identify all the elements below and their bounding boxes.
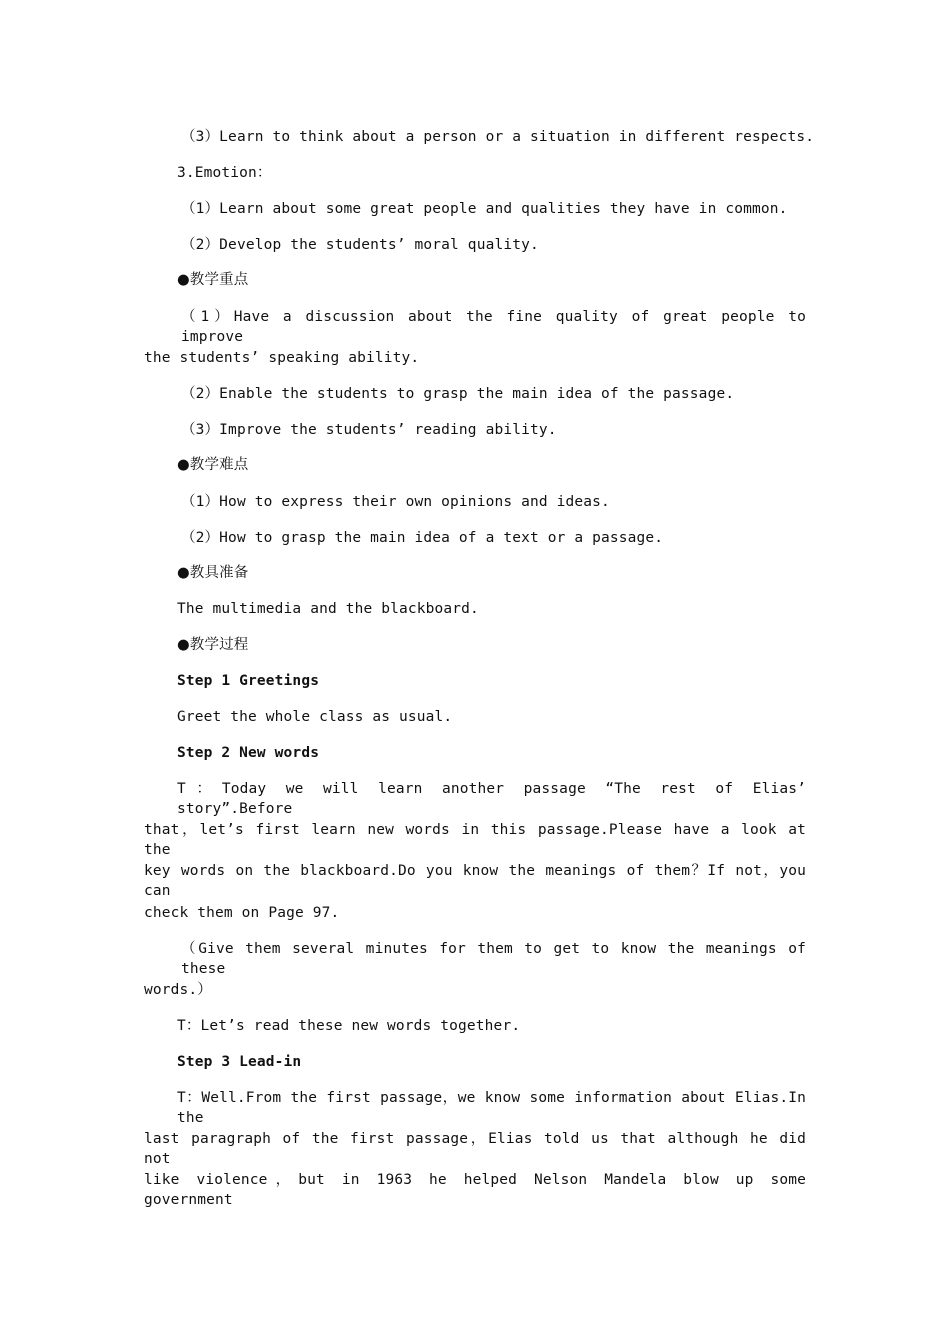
key-point-1-line-1: （1）Have a discussion about the fine quality of great people to improve (181, 309, 806, 345)
teaching-aids-text: The multimedia and the blackboard. (177, 601, 479, 617)
difficulty-1: （1）How to express their own opinions and ideas. (181, 494, 610, 510)
key-point-3: （3）Improve the students’ reading ability. (181, 422, 557, 438)
step-3-para-line-2: last paragraph of the first passage，Elias told us that although he did not (144, 1131, 806, 1167)
step-2-note-line-1: （Give them several minutes for them to get to know the meanings of these (181, 941, 806, 977)
key-point-2: （2）Enable the students to grasp the main idea of the passage. (181, 386, 735, 402)
step-2-read-together: T：Let’s read these new words together. (177, 1018, 521, 1034)
key-point-1-line-2: the students’ speaking ability. (144, 350, 420, 366)
section-heading-teaching-aids: ●教具准备 (177, 565, 249, 581)
step-1-heading: Step 1 Greetings (177, 673, 320, 689)
step-2-para-line-4: check them on Page 97. (144, 905, 340, 921)
section-heading-difficulties: ●教学难点 (177, 457, 249, 473)
emotion-heading: 3.Emotion： (177, 165, 272, 181)
step-2-heading: Step 2 New words (177, 745, 320, 761)
step-2-para-line-1: T：Today we will learn another passage “The rest of Elias’ story”.Before (177, 781, 806, 817)
section-heading-procedure: ●教学过程 (177, 637, 249, 653)
step-1-text: Greet the whole class as usual. (177, 709, 453, 725)
step-3-para-line-1: T：Well.From the first passage，we know some information about Elias.In the (177, 1090, 806, 1126)
difficulty-2: （2）How to grasp the main idea of a text or a passage. (181, 530, 664, 546)
section-heading-key-points: ●教学重点 (177, 272, 249, 288)
objective-3: （3）Learn to think about a person or a situation in different respects. (181, 129, 815, 145)
emotion-item-1: （1）Learn about some great people and qualities they have in common. (181, 201, 788, 217)
step-2-para-line-3: key words on the blackboard.Do you know the meanings of them？If not，you can (144, 863, 806, 899)
step-3-para-line-3: like violence，but in 1963 he helped Nelson Mandela blow up some government (144, 1172, 806, 1208)
emotion-item-2: （2）Develop the students’ moral quality. (181, 237, 539, 253)
step-2-para-line-2: that，let’s first learn new words in this passage.Please have a look at the (144, 822, 806, 858)
step-2-note-line-2: words.） (144, 982, 212, 998)
step-3-heading: Step 3 Lead-in (177, 1054, 302, 1070)
